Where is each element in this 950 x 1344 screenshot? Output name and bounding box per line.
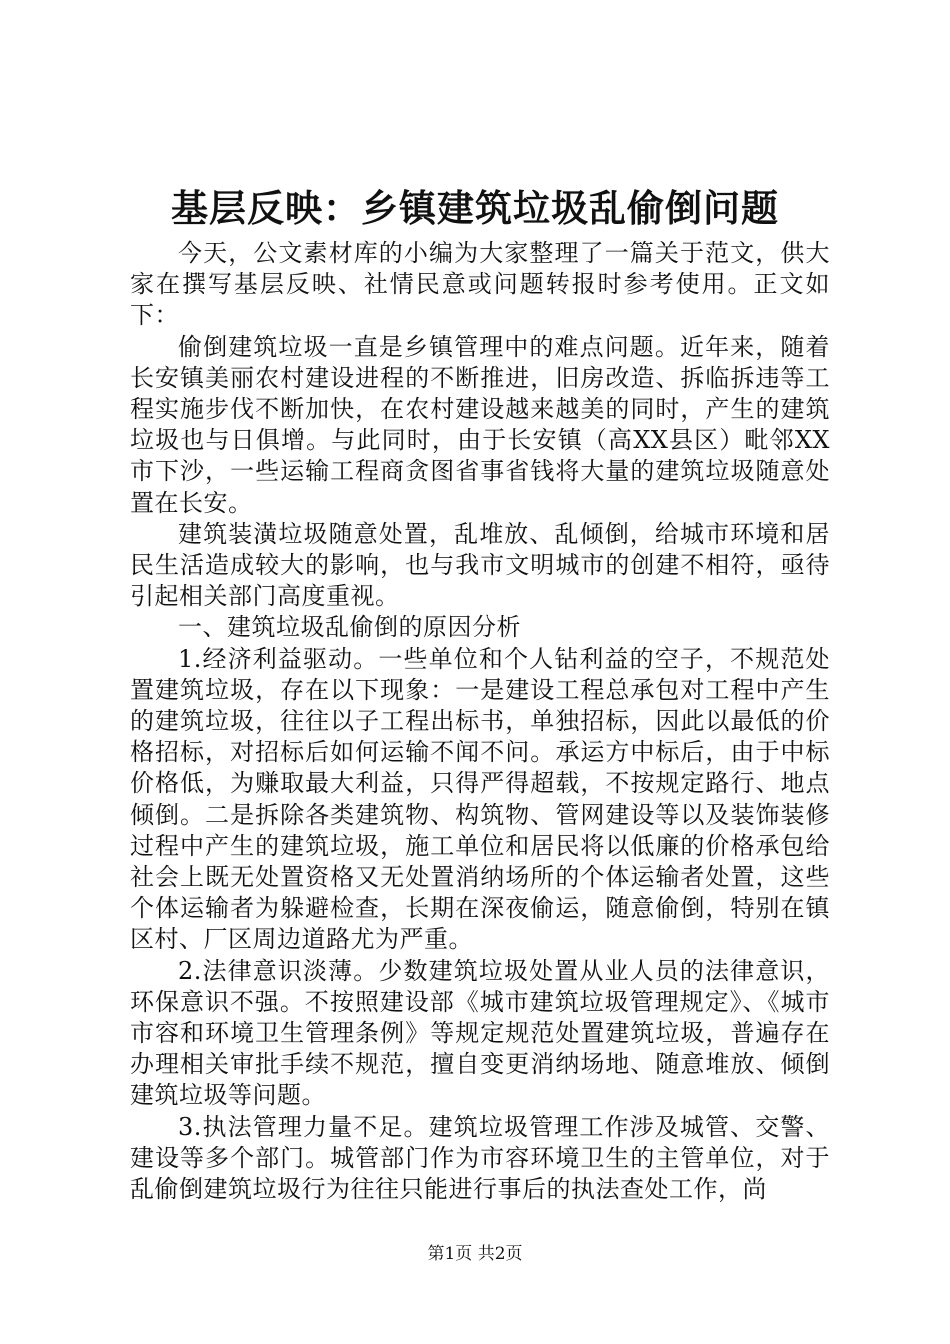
page-number-footer: 第1页 共2页 <box>427 1244 523 1264</box>
document-title: 基层反映：乡镇建筑垃圾乱偷倒问题 <box>171 186 779 230</box>
paragraph-reason-1: 1.经济利益驱动。一些单位和个人钻利益的空子，不规范处置建筑垃圾，存在以下现象：一是建设工程总承包对工程中产生的建筑垃圾，往往以子工程出标书，单独招标，因此以最低的价格招标，对招标后如何运输不闻不问。承运方中标后，由于中标价格低，为赚取最大利益，只得严得超载，不按规定路行、地点倾倒。二是拆除各类建筑物、构筑物、管网建设等以及装饰装修过程中产生的建筑垃圾，施工单位和居民将以低廉的价格承包给社会上既无处置资格又无处置消纳场所的个体运输者处置，这些个体运输者为躲避检查，长期在深夜偷运，随意偷倒，特别在镇区村、厂区周边道路尤为严重。 <box>130 644 830 954</box>
document-body <box>130 238 830 1205</box>
paragraph-reason-2: 2.法律意识淡薄。少数建筑垃圾处置从业人员的法律意识，环保意识不强。不按照建设部《城市建筑垃圾管理规定》、《城市市容和环境卫生管理条例》等规定规范处置建筑垃圾，普遍存在办理相关审批手续不规范，擅自变更消纳场地、随意堆放、倾倒建筑垃圾等问题。 <box>130 956 830 1110</box>
paragraph-background: 偷倒建筑垃圾一直是乡镇管理中的难点问题。近年来，随着长安镇美丽农村建设进程的不断推进，旧房改造、拆临拆违等工程实施步伐不断加快，在农村建设越来越美的同时，产生的建筑垃圾也与日俱增。与此同时，由于长安镇（高XX县区）毗邻XX市下沙，一些运输工程商贪图省事省钱将大量的建筑垃圾随意处置在长安。 <box>130 332 830 517</box>
section-heading: 一、建筑垃圾乱偷倒的原因分析 <box>178 613 521 642</box>
paragraph-intro: 今天，公文素材库的小编为大家整理了一篇关于范文，供大家在撰写基层反映、社情民意或问题转报时参考使用。正文如下： <box>130 239 830 330</box>
paragraph-reason-3: 3.执法管理力量不足。建筑垃圾管理工作涉及城管、交警、建设等多个部门。城管部门作为市容环境卫生的主管单位，对于乱偷倒建筑垃圾行为往往只能进行事后的执法查处工作，尚 <box>130 1112 830 1204</box>
paragraph-impact: 建筑装潢垃圾随意处置，乱堆放、乱倾倒，给城市环境和居民生活造成较大的影响，也与我市文明城市的创建不相符，亟待引起相关部门高度重视。 <box>130 519 830 611</box>
